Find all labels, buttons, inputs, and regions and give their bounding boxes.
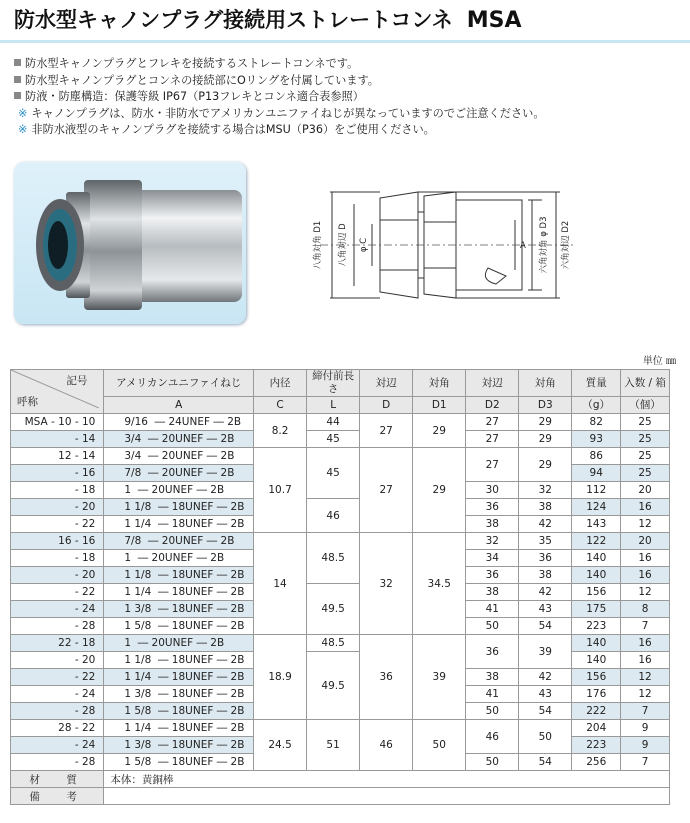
cell-d2: 32: [466, 533, 519, 550]
cell-thread: 1 3/8 ― 18UNEF ― 2B: [104, 601, 254, 618]
cell-mass: 176: [572, 686, 621, 703]
header-d1: D1: [413, 397, 466, 414]
label-c: φ C: [359, 237, 369, 253]
cell-thread: 3/4 ― 20UNEF ― 2B: [104, 448, 254, 465]
cell-d1: 39: [413, 635, 466, 720]
cell-d3: 29: [519, 448, 572, 482]
table-row: [11, 414, 670, 431]
cell-d2: 41: [466, 686, 519, 703]
cell-d3: 36: [519, 550, 572, 567]
cell-d3: 54: [519, 618, 572, 635]
header-c: C: [254, 397, 307, 414]
cell-qty: 16: [621, 635, 670, 652]
table-row: [11, 533, 670, 550]
remarks-label: 備 考: [11, 788, 104, 805]
cell-code: - 22: [11, 584, 104, 601]
cell-mass: 204: [572, 720, 621, 737]
cell-mass: 94: [572, 465, 621, 482]
cell-qty: 16: [621, 567, 670, 584]
product-photo: [14, 162, 246, 324]
cell-code: - 28: [11, 754, 104, 771]
cell-d1: 29: [413, 414, 466, 448]
header-l-top: 締付前長さ: [307, 370, 360, 397]
cell-thread: 1 1/8 ― 18UNEF ― 2B: [104, 567, 254, 584]
cell-l: 48.5: [307, 533, 360, 584]
cell-code: - 20: [11, 652, 104, 669]
cell-d3: 38: [519, 567, 572, 584]
cell-mass: 140: [572, 550, 621, 567]
note-text: 防水型キャノンプラグとフレキを接続するストレートコンネです。: [25, 57, 359, 70]
cell-code: - 24: [11, 601, 104, 618]
cell-d1: 34.5: [413, 533, 466, 635]
cell-d2: 46: [466, 720, 519, 754]
cell-mass: 156: [572, 584, 621, 601]
cell-d2: 27: [466, 448, 519, 482]
cell-mass: 156: [572, 669, 621, 686]
cell-d3: 54: [519, 754, 572, 771]
cell-qty: 16: [621, 550, 670, 567]
cell-thread: 1 ― 20UNEF ― 2B: [104, 482, 254, 499]
cell-code: - 22: [11, 669, 104, 686]
cell-d: 36: [360, 635, 413, 720]
cell-l: 44: [307, 414, 360, 431]
note-item: [14, 73, 545, 90]
note-text: 防水型キャノンプラグとコンネの接続部にOリングを付属しています。: [25, 73, 379, 87]
cell-d2: 34: [466, 550, 519, 567]
cell-thread: 1 5/8 ― 18UNEF ― 2B: [104, 703, 254, 720]
cell-d3: 38: [519, 499, 572, 516]
cell-qty: 7: [621, 703, 670, 720]
cell-d: 32: [360, 533, 413, 635]
title-bar: [0, 0, 690, 43]
cell-l: 51: [307, 720, 360, 771]
cell-d2: 36: [466, 567, 519, 584]
cell-d: 46: [360, 720, 413, 771]
note-item: [14, 89, 545, 106]
header-d-top: 対辺: [360, 370, 413, 397]
cell-mass: 175: [572, 601, 621, 618]
cell-qty: 25: [621, 465, 670, 482]
cell-mass: 93: [572, 431, 621, 448]
header-mass-top: 質量: [572, 370, 621, 397]
header-d1-top: 対角: [413, 370, 466, 397]
cell-c: 24.5: [254, 720, 307, 771]
asterisk-icon: ※: [18, 106, 28, 120]
header-code-top: 記号: [66, 375, 88, 387]
cell-code: - 24: [11, 737, 104, 754]
header-code: [11, 370, 104, 414]
cell-thread: 7/8 ― 20UNEF ― 2B: [104, 465, 254, 482]
cell-thread: 1 ― 20UNEF ― 2B: [104, 635, 254, 652]
header-code-bottom: 呼称: [17, 396, 38, 408]
table-row: [11, 431, 670, 448]
cell-qty: 7: [621, 754, 670, 771]
cell-thread: 1 5/8 ― 18UNEF ― 2B: [104, 754, 254, 771]
cell-thread: 1 1/4 ― 18UNEF ― 2B: [104, 584, 254, 601]
cell-mass: 143: [572, 516, 621, 533]
header-qty: （個）: [621, 397, 670, 414]
technical-drawing: [310, 184, 590, 309]
cell-d3: 29: [519, 414, 572, 431]
cell-d2: 50: [466, 618, 519, 635]
cell-code: 22 - 18: [11, 635, 104, 652]
cell-code: - 16: [11, 465, 104, 482]
cell-mass: 140: [572, 652, 621, 669]
cell-qty: 16: [621, 499, 670, 516]
cell-qty: 16: [621, 652, 670, 669]
cell-code: - 20: [11, 567, 104, 584]
cell-d2: 50: [466, 754, 519, 771]
header-d2: D2: [466, 397, 519, 414]
cell-thread: 3/4 ― 20UNEF ― 2B: [104, 431, 254, 448]
header-qty-top: 入数 / 箱: [621, 370, 670, 397]
dimension-drawing: [310, 184, 590, 313]
square-bullet-icon: [14, 59, 21, 66]
cell-mass: 140: [572, 567, 621, 584]
cell-mass: 256: [572, 754, 621, 771]
cell-thread: 1 ― 20UNEF ― 2B: [104, 550, 254, 567]
cell-qty: 9: [621, 720, 670, 737]
cell-l: 45: [307, 431, 360, 448]
header-d3: D3: [519, 397, 572, 414]
asterisk-icon: ※: [18, 123, 28, 136]
table-row: [11, 448, 670, 465]
cell-qty: 12: [621, 669, 670, 686]
cell-d3: 50: [519, 720, 572, 754]
label-d3: 六角対角 φ D3: [539, 216, 549, 274]
note-item: [14, 122, 545, 139]
cell-d3: 39: [519, 635, 572, 669]
header-c-top: 内径: [254, 370, 307, 397]
cell-code: 28 - 22: [11, 720, 104, 737]
description-notes: [14, 56, 545, 139]
cell-d1: 50: [413, 720, 466, 771]
cell-mass: 140: [572, 635, 621, 652]
cell-qty: 7: [621, 618, 670, 635]
cell-c: 8.2: [254, 414, 307, 448]
table-row: [11, 584, 670, 601]
spec-table: [10, 369, 670, 805]
cell-l: 48.5: [307, 635, 360, 652]
cell-qty: 25: [621, 431, 670, 448]
header-mass: （g）: [572, 397, 621, 414]
cell-code: - 22: [11, 516, 104, 533]
cell-code: - 14: [11, 431, 104, 448]
cell-d3: 35: [519, 533, 572, 550]
cell-mass: 222: [572, 703, 621, 720]
cell-qty: 25: [621, 448, 670, 465]
cell-d2: 27: [466, 414, 519, 431]
note-item: [14, 106, 545, 123]
cell-thread: 1 3/8 ― 18UNEF ― 2B: [104, 737, 254, 754]
cell-thread: 1 1/8 ― 18UNEF ― 2B: [104, 652, 254, 669]
square-bullet-icon: [14, 76, 21, 83]
model-code: MSA: [466, 8, 522, 33]
table-row: [11, 635, 670, 652]
cell-thread: 1 1/4 ― 18UNEF ― 2B: [104, 720, 254, 737]
cell-d2: 38: [466, 584, 519, 601]
header-l: L: [307, 397, 360, 414]
cell-d2: 30: [466, 482, 519, 499]
cell-d2: 36: [466, 499, 519, 516]
cell-mass: 82: [572, 414, 621, 431]
cell-thread: 9/16 ― 24UNEF ― 2B: [104, 414, 254, 431]
label-a: A: [520, 241, 526, 251]
cell-d2: 41: [466, 601, 519, 618]
cell-d2: 50: [466, 703, 519, 720]
cell-c: 14: [254, 533, 307, 635]
cell-qty: 9: [621, 737, 670, 754]
cell-mass: 112: [572, 482, 621, 499]
header-a-top: アメリカンユニファイねじ: [104, 370, 254, 397]
page-title: [14, 4, 521, 34]
cell-thread: 1 5/8 ― 18UNEF ― 2B: [104, 618, 254, 635]
title-text: 防水型キャノンプラグ接続用ストレートコンネ: [14, 8, 453, 32]
note-item: [14, 56, 545, 73]
cell-d2: 38: [466, 669, 519, 686]
cell-d: 27: [360, 448, 413, 533]
note-text: 非防水液型のキャノンプラグを接続する場合はMSU（P36）をご使用ください。: [31, 123, 435, 136]
note-text: 防液・防塵構造：保護等級 IP67（P13フレキとコンネ適合表参照）: [25, 90, 364, 103]
cell-code: - 28: [11, 618, 104, 635]
header-d: D: [360, 397, 413, 414]
material-value: 本体：黄銅棒: [104, 771, 670, 788]
cell-thread: 1 3/8 ― 18UNEF ― 2B: [104, 686, 254, 703]
cell-d3: 32: [519, 482, 572, 499]
cell-qty: 8: [621, 601, 670, 618]
cell-qty: 12: [621, 584, 670, 601]
label-d1: 八角対角 D1: [313, 220, 323, 270]
cell-d3: 54: [519, 703, 572, 720]
cell-qty: 25: [621, 414, 670, 431]
header-d2-top: 対辺: [466, 370, 519, 397]
cell-code: MSA - 10 - 10: [11, 414, 104, 431]
cell-qty: 20: [621, 533, 670, 550]
cell-d1: 29: [413, 448, 466, 533]
cell-qty: 20: [621, 482, 670, 499]
cell-l: 46: [307, 499, 360, 533]
material-label: 材 質: [11, 771, 104, 788]
cell-l: 45: [307, 448, 360, 499]
cell-d3: 43: [519, 686, 572, 703]
remarks-value: [104, 788, 670, 805]
cell-d3: 29: [519, 431, 572, 448]
cell-qty: 12: [621, 686, 670, 703]
cell-l: 49.5: [307, 584, 360, 635]
cell-c: 10.7: [254, 448, 307, 533]
header-d3-top: 対角: [519, 370, 572, 397]
cell-d3: 42: [519, 669, 572, 686]
cell-l: 49.5: [307, 652, 360, 720]
cell-code: 12 - 14: [11, 448, 104, 465]
cell-code: - 20: [11, 499, 104, 516]
cell-thread: 1 1/4 ― 18UNEF ― 2B: [104, 669, 254, 686]
cell-d2: 36: [466, 635, 519, 669]
cell-mass: 124: [572, 499, 621, 516]
cell-qty: 12: [621, 516, 670, 533]
cell-thread: 1 1/8 ― 18UNEF ― 2B: [104, 499, 254, 516]
cell-d3: 42: [519, 516, 572, 533]
cell-d3: 43: [519, 601, 572, 618]
cell-code: - 28: [11, 703, 104, 720]
cell-code: - 18: [11, 550, 104, 567]
cell-c: 18.9: [254, 635, 307, 720]
cell-d2: 27: [466, 431, 519, 448]
cell-mass: 223: [572, 618, 621, 635]
cell-d3: 42: [519, 584, 572, 601]
table-row: [11, 499, 670, 516]
cell-mass: 223: [572, 737, 621, 754]
cell-code: - 18: [11, 482, 104, 499]
square-bullet-icon: [14, 92, 21, 99]
label-d: 八角対辺 D: [338, 223, 348, 267]
cell-d2: 38: [466, 516, 519, 533]
cell-thread: 1 1/4 ― 18UNEF ― 2B: [104, 516, 254, 533]
cell-code: 16 - 16: [11, 533, 104, 550]
cell-mass: 86: [572, 448, 621, 465]
table-row: [11, 720, 670, 737]
cell-d: 27: [360, 414, 413, 448]
header-a: A: [104, 397, 254, 414]
cell-mass: 122: [572, 533, 621, 550]
cell-code: - 24: [11, 686, 104, 703]
unit-label: 単位 ㎜: [642, 356, 676, 367]
connector-photo-illustration: [14, 162, 246, 324]
cell-thread: 7/8 ― 20UNEF ― 2B: [104, 533, 254, 550]
label-d2: 六角対辺 D2: [561, 220, 571, 270]
note-text: キャノンプラグは、防水・非防水でアメリカンユニファイねじが異なっていますのでご注意ください。: [31, 106, 545, 120]
